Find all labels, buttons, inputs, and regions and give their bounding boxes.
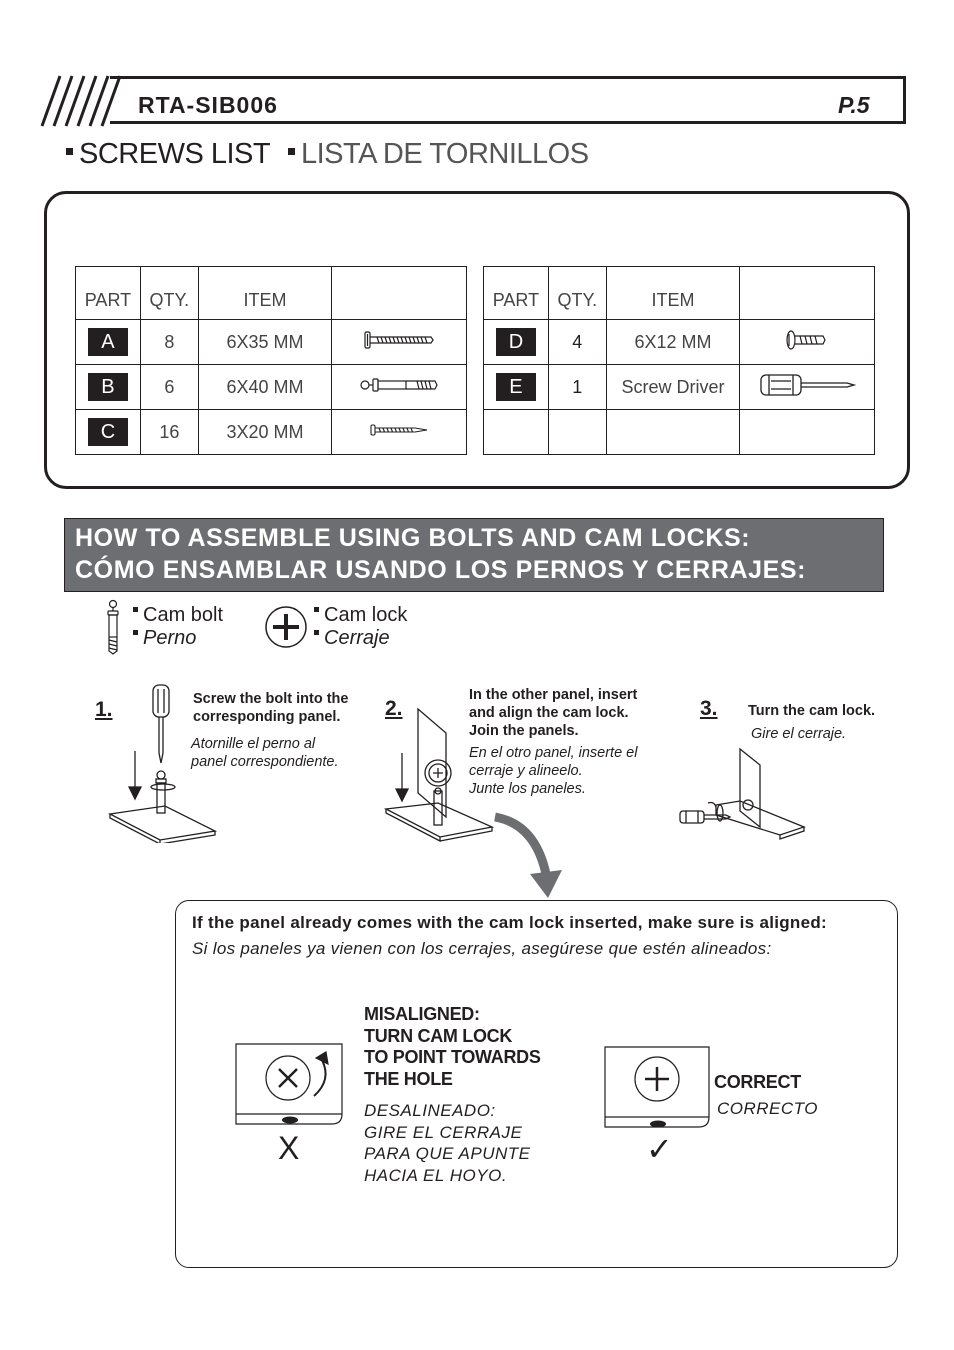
misaligned-text-en: MISALIGNED: TURN CAM LOCK TO POINT TOWARDS THE HOLE <box>364 1004 541 1089</box>
short-screw-icon <box>740 320 875 365</box>
part-item: 3X20 MM <box>198 410 331 455</box>
curved-arrow-icon <box>490 812 570 902</box>
page-number: P.5 <box>838 92 870 118</box>
table-header-row <box>76 267 467 320</box>
correct-cam-lock-illustration <box>603 1045 713 1135</box>
legend-cerraje: Cerraje <box>314 627 390 650</box>
step-3-text-en: Turn the cam lock. <box>748 703 876 719</box>
note-text-es: Si los paneles ya vienen con los cerrajes, asegúrese que estén alineados: <box>192 939 772 958</box>
part-item: 6X12 MM <box>606 320 739 365</box>
legend-perno: Perno <box>133 627 196 650</box>
legend-cam-lock: Cam lock <box>314 604 407 627</box>
step-2-number: 2. <box>385 697 403 720</box>
part-item: 6X35 MM <box>198 320 331 365</box>
part-qty: 8 <box>140 320 198 365</box>
col-image <box>332 267 467 320</box>
screwdriver-icon <box>740 365 875 410</box>
table-row <box>76 410 467 455</box>
col-qty: QTY. <box>140 267 198 320</box>
col-part: PART <box>484 267 549 320</box>
part-qty: 4 <box>548 320 606 365</box>
part-qty: 1 <box>548 365 606 410</box>
correct-text-es: CORRECTO <box>717 1099 818 1118</box>
part-label: D <box>496 328 536 356</box>
col-part: PART <box>76 267 141 320</box>
part-label: E <box>496 373 536 401</box>
misaligned-text-es: DESALINEADO: GIRE EL CERRAJE PARA QUE APUNTE HACIA EL HOYO. <box>364 1101 531 1185</box>
cam-lock-legend-icon <box>264 605 308 649</box>
parts-table-left <box>75 266 467 455</box>
cam-bolt-legend-icon <box>103 599 123 655</box>
part-label: A <box>88 328 128 356</box>
part-qty: 16 <box>140 410 198 455</box>
howto-heading-en: HOW TO ASSEMBLE USING BOLTS AND CAM LOCKS: <box>75 524 751 552</box>
step-3-number: 3. <box>700 697 718 720</box>
table-row <box>484 365 875 410</box>
step-2-text-en: In the other panel, insert and align the cam lock. Join the panels. <box>469 687 638 739</box>
table-row <box>484 320 875 365</box>
screws-list-title: SCREWS LIST <box>66 138 270 171</box>
note-text-en: If the panel already comes with the cam lock inserted, make sure is aligned: <box>192 913 828 932</box>
correct-text-en: CORRECT <box>714 1072 801 1092</box>
correct-check-mark: ✓ <box>646 1131 673 1167</box>
misaligned-cam-lock-illustration <box>234 1040 344 1132</box>
parts-table-right <box>483 266 875 455</box>
step-2-text-es: En el otro panel, inserte el cerraje y alineelo. Junte los paneles. <box>469 745 638 797</box>
table-row <box>76 320 467 365</box>
howto-heading-bar <box>64 518 884 592</box>
step-1-text-es: Atornille el perno al panel correspondiente. <box>191 736 339 770</box>
part-qty: 6 <box>140 365 198 410</box>
step-2-illustration <box>380 705 500 845</box>
step-1-illustration <box>105 683 220 843</box>
step-3-illustration <box>676 745 808 845</box>
part-label: C <box>88 418 128 446</box>
part-item: 6X40 MM <box>198 365 331 410</box>
part-item: Screw Driver <box>606 365 739 410</box>
step-3-text-es: Gire el cerraje. <box>751 726 847 742</box>
step-1-number: 1. <box>95 698 113 721</box>
table-row <box>76 365 467 410</box>
screws-list-title-es: LISTA DE TORNILLOS <box>288 138 589 171</box>
model-number: RTA-SIB006 <box>138 92 278 118</box>
col-image <box>740 267 875 320</box>
step-1-text-en: Screw the bolt into the corresponding panel. <box>193 691 349 725</box>
howto-heading-es: CÓMO ENSAMBLAR USANDO LOS PERNOS Y CERRAJES: <box>75 556 807 584</box>
wood-screw-icon <box>332 320 467 365</box>
col-item: ITEM <box>198 267 331 320</box>
small-screw-icon <box>332 410 467 455</box>
part-label: B <box>88 373 128 401</box>
col-item: ITEM <box>606 267 739 320</box>
cam-bolt-icon <box>332 365 467 410</box>
legend-cam-bolt: Cam bolt <box>133 604 223 627</box>
table-row <box>484 410 875 455</box>
table-header-row <box>484 267 875 320</box>
misaligned-x-mark: X <box>278 1130 300 1166</box>
col-qty: QTY. <box>548 267 606 320</box>
